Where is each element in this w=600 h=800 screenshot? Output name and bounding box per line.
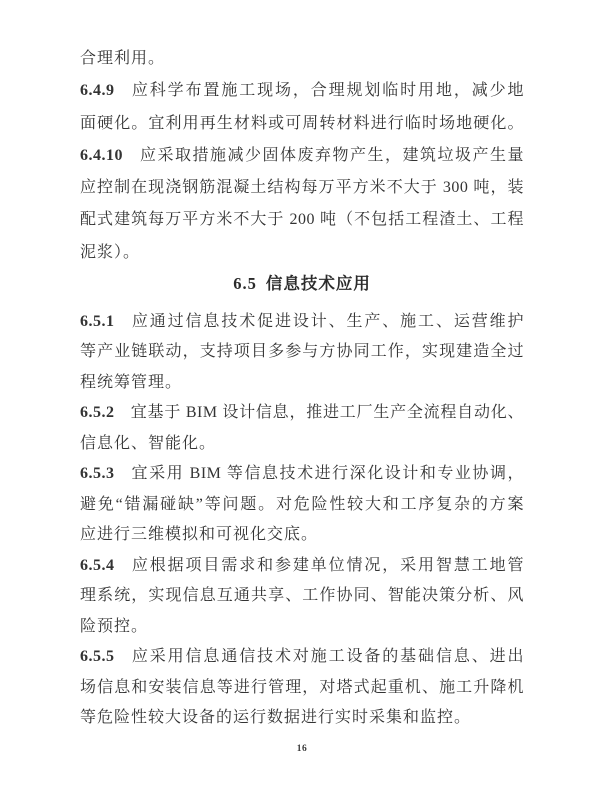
clause-6-5-3	[80, 459, 524, 551]
clause-text: 应采用信息通信技术对施工设备的基础信息、进出	[130, 648, 524, 666]
page-number: 16	[296, 743, 308, 754]
clause-6-5-5	[80, 642, 524, 734]
clause-number: 6.5.5	[80, 648, 115, 666]
clause-text: 应采取措施减少固体废弃物产生，建筑垃圾产生量	[139, 146, 524, 164]
text-line	[80, 75, 524, 107]
clause-text: 宜基于 BIM 设计信息，推进工厂生产全流程自动化、	[130, 404, 524, 422]
text-line: 合理利用。	[80, 50, 166, 67]
text-line: 险预控。	[80, 617, 149, 635]
clause-number: 6.4.10	[80, 146, 123, 164]
text-line: 应进行三维模拟和可视化交底。	[80, 526, 319, 544]
clause-number: 6.5.4	[80, 556, 115, 574]
section-heading-title: 信息技术应用	[265, 274, 371, 294]
text-line	[80, 642, 524, 673]
section-6-5	[80, 307, 524, 734]
clause-text: 应科学布置施工现场，合理规划临时用地，减少地	[130, 82, 524, 100]
text-line	[80, 459, 524, 490]
clause-number: 6.5.2	[80, 404, 115, 422]
clause-number: 6.4.9	[80, 82, 115, 100]
clause-6-5-1	[80, 307, 524, 399]
text-line: 程统筹管理。	[80, 373, 183, 391]
section-6-4	[80, 43, 524, 269]
text-line	[80, 551, 524, 582]
clause-6-5-4	[80, 551, 524, 643]
clause-6-4-9	[80, 75, 524, 140]
text-line	[80, 140, 524, 172]
text-line: 场信息和安装信息等进行管理，对塔式起重机、施工升降机	[80, 678, 524, 696]
text-line: 等危险性较大设备的运行数据进行实时采集和监控。	[80, 709, 472, 727]
text-line: 配式建筑每万平方米不大于 200 吨（不包括工程渣土、工程	[80, 211, 524, 229]
text-line: 应控制在现浇钢筋混凝土结构每万平方米不大于 300 吨，装	[80, 179, 524, 197]
text-line: 等产业链联动，支持项目多参与方协同工作，实现建造全过	[80, 343, 524, 361]
text-line: 信息化、智能化。	[80, 434, 217, 452]
section-heading-number: 6.5	[233, 274, 257, 294]
clause-6-4-10	[80, 140, 524, 269]
text-line: 理系统，实现信息互通共享、工作协同、智能决策分析、风	[80, 587, 524, 605]
clause-6-5-2	[80, 398, 524, 459]
text-line	[80, 307, 524, 338]
section-heading	[80, 269, 524, 300]
text-line: 泥浆）。	[80, 243, 141, 261]
paragraph-continuation	[80, 43, 524, 75]
text-line: 避免“错漏碰缺”等问题。对危险性较大和工序复杂的方案	[80, 495, 524, 513]
clause-number: 6.5.1	[80, 312, 115, 330]
clause-text: 应根据项目需求和参建单位情况，采用智慧工地管	[130, 556, 524, 574]
clause-text: 宜采用 BIM 等信息技术进行深化设计和专业协调，	[130, 465, 524, 483]
text-line: 面硬化。宜利用再生材料或可周转材料进行临时场地硬化。	[80, 114, 524, 132]
clause-number: 6.5.3	[80, 465, 115, 483]
clause-text: 应通过信息技术促进设计、生产、施工、运营维护	[130, 312, 524, 330]
text-line	[80, 398, 524, 429]
